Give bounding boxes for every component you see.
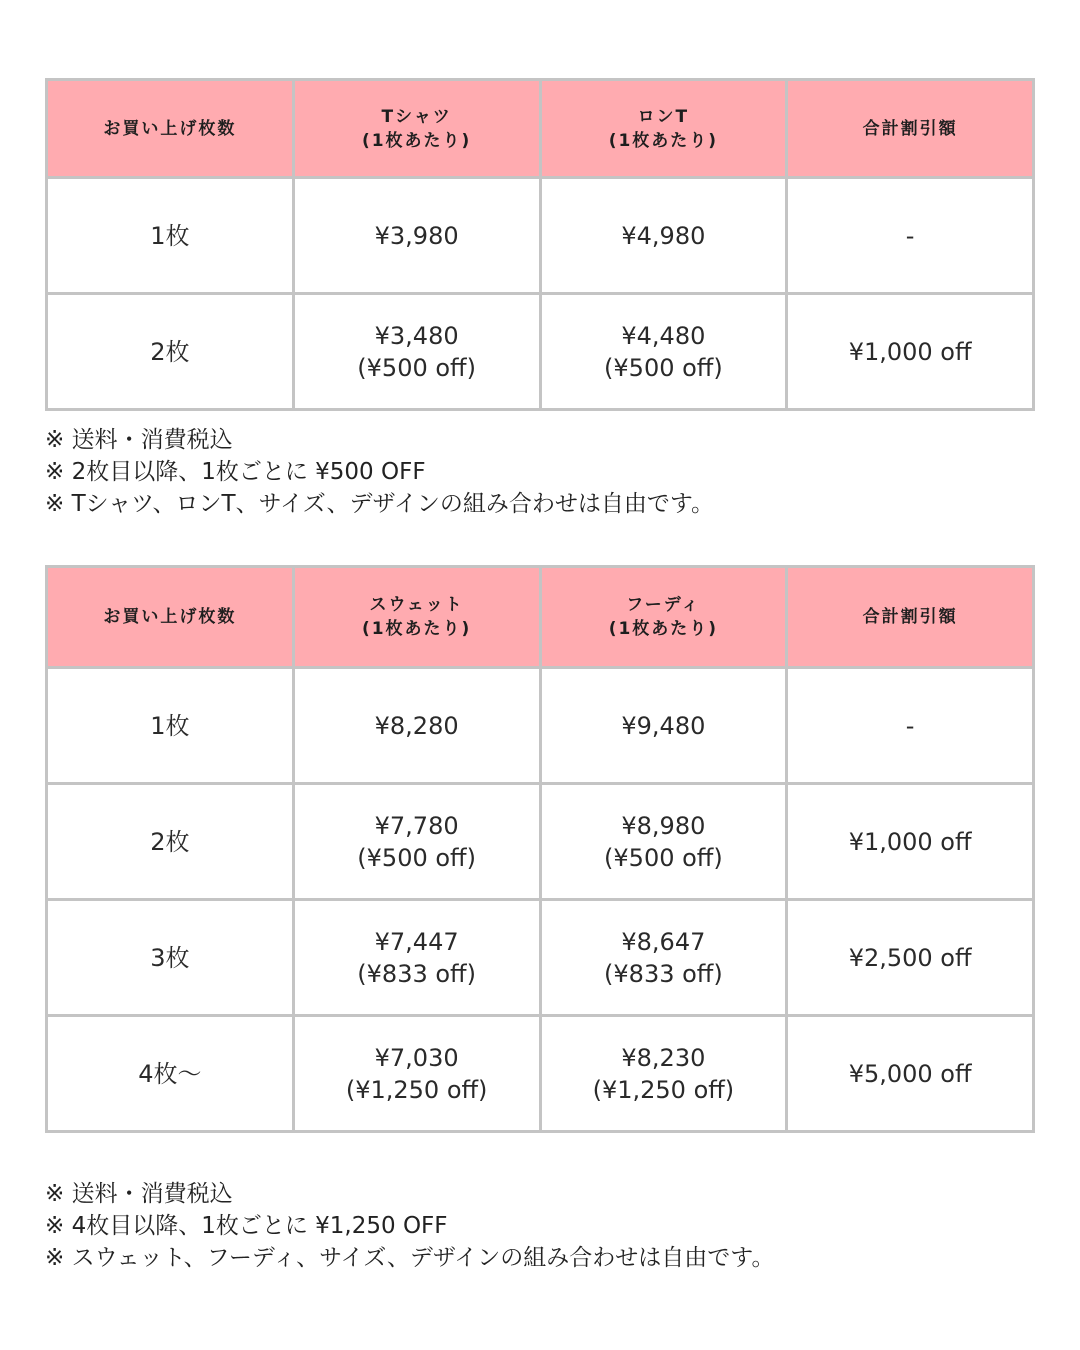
price-table-sweat	[45, 565, 1035, 1133]
total-discount-cell: ¥5,000 off	[787, 1016, 1034, 1132]
total-discount-cell: -	[787, 668, 1034, 784]
table-header-row	[47, 567, 1034, 668]
tshirt-price-cell: ¥3,980	[293, 178, 540, 294]
header-sweat: スウェット (1枚あたり)	[293, 567, 540, 668]
hoodie-price-cell: ¥9,480	[540, 668, 787, 784]
price-table-tshirt	[45, 78, 1035, 411]
header-long-tee: ロンT (1枚あたり)	[540, 80, 787, 178]
table-row	[47, 294, 1034, 410]
table-row	[47, 668, 1034, 784]
quantity-cell: 4枚〜	[47, 1016, 294, 1132]
hoodie-price-cell: ¥8,230 (¥1,250 off)	[540, 1016, 787, 1132]
hoodie-price-cell: ¥8,647 (¥833 off)	[540, 900, 787, 1016]
total-discount-cell: ¥1,000 off	[787, 294, 1034, 410]
sweat-price-cell: ¥7,780 (¥500 off)	[293, 784, 540, 900]
long-tee-price-cell: ¥4,480 (¥500 off)	[540, 294, 787, 410]
table-row	[47, 784, 1034, 900]
table-row	[47, 178, 1034, 294]
total-discount-cell: -	[787, 178, 1034, 294]
long-tee-price-cell: ¥4,980	[540, 178, 787, 294]
note-item: ※ スウェット、フーディ、サイズ、デザインの組み合わせは自由です。	[45, 1245, 775, 1271]
tshirt-price-cell: ¥3,480 (¥500 off)	[293, 294, 540, 410]
header-total-discount: 合計割引額	[787, 567, 1034, 668]
sweat-price-cell: ¥7,447 (¥833 off)	[293, 900, 540, 1016]
note-item: ※ 2枚目以降、1枚ごとに ¥500 OFF	[45, 459, 426, 485]
quantity-cell: 1枚	[47, 178, 294, 294]
header-quantity: お買い上げ枚数	[47, 80, 294, 178]
note-item: ※ 送料・消費税込	[45, 427, 233, 453]
header-total-discount: 合計割引額	[787, 80, 1034, 178]
table-row	[47, 1016, 1034, 1132]
notes-tshirt	[45, 424, 714, 520]
quantity-cell: 3枚	[47, 900, 294, 1016]
notes-sweat	[45, 1178, 774, 1274]
header-tshirt: Tシャツ (1枚あたり)	[293, 80, 540, 178]
header-hoodie: フーディ (1枚あたり)	[540, 567, 787, 668]
total-discount-cell: ¥2,500 off	[787, 900, 1034, 1016]
sweat-price-cell: ¥8,280	[293, 668, 540, 784]
note-item: ※ Tシャツ、ロンT、サイズ、デザインの組み合わせは自由です。	[45, 491, 715, 517]
table-row	[47, 900, 1034, 1016]
total-discount-cell: ¥1,000 off	[787, 784, 1034, 900]
hoodie-price-cell: ¥8,980 (¥500 off)	[540, 784, 787, 900]
quantity-cell: 2枚	[47, 784, 294, 900]
header-quantity: お買い上げ枚数	[47, 567, 294, 668]
note-item: ※ 4枚目以降、1枚ごとに ¥1,250 OFF	[45, 1213, 448, 1239]
note-item: ※ 送料・消費税込	[45, 1181, 233, 1207]
table-header-row	[47, 80, 1034, 178]
quantity-cell: 2枚	[47, 294, 294, 410]
sweat-price-cell: ¥7,030 (¥1,250 off)	[293, 1016, 540, 1132]
quantity-cell: 1枚	[47, 668, 294, 784]
